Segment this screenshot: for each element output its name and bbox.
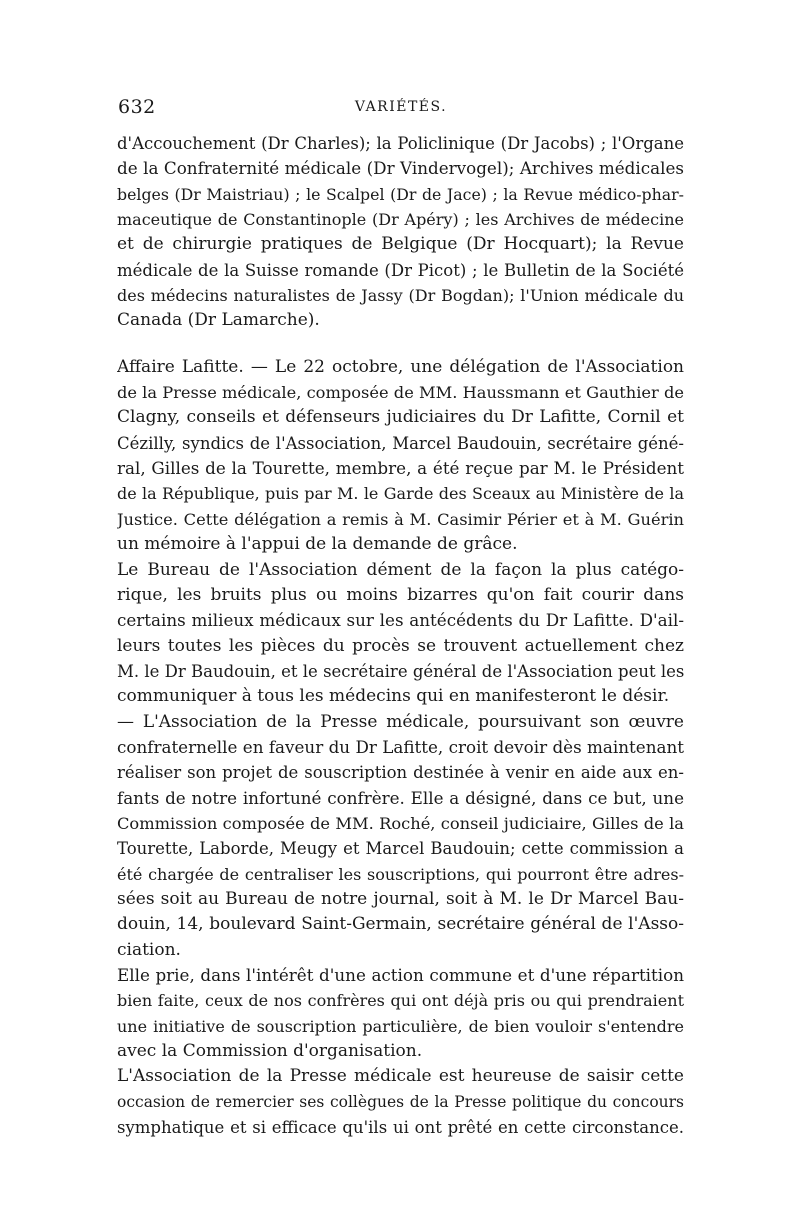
text-line: symphatique et si efficace qu'ils ui ont prêté en cette circonstance. xyxy=(117,1118,684,1138)
text-line: avec la Commission d'organisation. xyxy=(117,1041,423,1062)
text-line: de la Confraternité médicale (Dr Vindervogel); Archives médicales xyxy=(117,158,684,179)
text-line: leurs toutes les pièces du procès se trouvent actuellement chez xyxy=(117,635,684,656)
text-line: Justice. Cette délégation a remis à M. Casimir Périer et à M. Guérin xyxy=(117,509,684,529)
text-line: des médecins naturalistes de Jassy (Dr Bogdan); l'Union médicale du xyxy=(117,286,684,306)
text-line: Canada (Dr Lamarche). xyxy=(117,310,320,331)
text-line: ciation. xyxy=(117,939,181,960)
running-head: VARIÉTÉS. xyxy=(354,99,448,115)
text-line: confraternelle en faveur du Dr Lafitte, croit devoir dès maintenant xyxy=(117,736,684,757)
text-line: sées soit au Bureau de notre journal, soit à M. le Dr Marcel Bau- xyxy=(117,888,684,909)
text-line: Cézilly, syndics de l'Association, Marcel Baudouin, secrétaire géné- xyxy=(117,433,684,453)
text-line: un mémoire à l'appui de la demande de grâce. xyxy=(117,534,518,555)
text-line: communiquer à tous les médecins qui en manifesteront le désir. xyxy=(117,686,670,707)
text-line: de la République, puis par M. le Garde des Sceaux au Ministère de la xyxy=(117,484,684,504)
text-line: certains milieux médicaux sur les antécédents du Dr Lafitte. D'ail- xyxy=(117,610,684,631)
text-line: rique, les bruits plus ou moins bizarres qu'on fait courir dans xyxy=(117,584,684,605)
text-line: une initiative de souscription particulière, de bien vouloir s'entendre xyxy=(117,1016,684,1036)
text-line: de la Presse médicale, composée de MM. Haussmann et Gauthier de xyxy=(117,383,684,403)
text-line: Tourette, Laborde, Meugy et Marcel Baudouin; cette commission a xyxy=(117,839,684,859)
text-line: Le Bureau de l'Association dément de la façon la plus catégo- xyxy=(117,559,684,580)
body-text xyxy=(117,131,684,1140)
text-line: d'Accouchement (Dr Charles); la Policlinique (Dr Jacobs) ; l'Organe xyxy=(117,134,684,153)
text-line: bien faite, ceux de nos confrères qui ont déjà pris ou qui prendraient xyxy=(117,991,684,1011)
paragraph-souscription xyxy=(117,710,684,963)
text-line: L'Association de la Presse médicale est heureuse de saisir cette xyxy=(117,1066,684,1087)
paragraph-journal-list xyxy=(117,131,684,334)
text-line: — L'Association de la Presse médicale, poursuivant son œuvre xyxy=(117,711,684,732)
text-line: réaliser son projet de souscription destinée à venir en aide aux en- xyxy=(117,763,684,783)
text-line: médicale de la Suisse romande (Dr Picot) ; le Bulletin de la Société xyxy=(117,260,684,280)
paragraph-remerciements xyxy=(117,1064,684,1140)
text-line: et de chirurgie pratiques de Belgique (Dr Hocquart); la Revue xyxy=(117,234,684,255)
text-line: ral, Gilles de la Tourette, membre, a été reçue par M. le Président xyxy=(117,458,684,479)
paragraph-bureau-dement xyxy=(117,558,684,710)
text-line: maceutique de Constantinople (Dr Apéry) ; les Archives de médecine xyxy=(117,210,684,230)
text-line: fants de notre infortuné confrère. Elle a désigné, dans ce but, une xyxy=(117,787,684,808)
text-line: occasion de remercier ses collègues de la Presse politique du concours xyxy=(117,1092,684,1111)
text-line: Commission composée de MM. Roché, conseil judiciaire, Gilles de la xyxy=(117,813,684,833)
text-line: été chargée de centraliser les souscriptions, qui pourront être adres- xyxy=(117,864,684,884)
text-line: belges (Dr Maistriau) ; le Scalpel (Dr de Jace) ; la Revue médico-phar- xyxy=(117,184,684,204)
text-line: Elle prie, dans l'intérêt d'une action commune et d'une répartition xyxy=(117,965,684,985)
text-line: Clagny, conseils et défenseurs judiciaires du Dr Lafitte, Cornil et xyxy=(117,407,684,428)
page-number: 632 xyxy=(118,96,156,118)
paragraph-elle-prie xyxy=(117,963,684,1064)
text-line: M. le Dr Baudouin, et le secrétaire général de l'Association peut les xyxy=(117,661,684,681)
paragraph-affaire-lafitte xyxy=(117,355,684,558)
page-header xyxy=(118,96,684,122)
text-line: Affaire Lafitte. — Le 22 octobre, une délégation de l'Association xyxy=(117,356,684,377)
text-line: douin, 14, boulevard Saint-Germain, secrétaire général de l'Asso- xyxy=(117,914,684,935)
paragraph-gap xyxy=(117,334,684,355)
